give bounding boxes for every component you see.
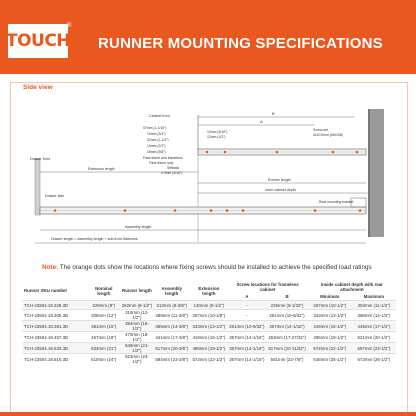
footer-bar — [0, 412, 416, 416]
table-row — [22, 301, 396, 310]
cell-sku: TCH-23504.19.457.3D — [24, 334, 69, 340]
table-row — [22, 321, 396, 332]
label-inner-cabinet-depth: Inner cabinet depth — [265, 188, 296, 192]
cell-screw-a: 357mm (14-1/16") — [229, 356, 265, 362]
header-nominal: Nominal length — [95, 285, 113, 296]
screw-dot — [210, 209, 213, 212]
screw-dot — [124, 209, 127, 212]
cell-minimum: 648mm (25-1/2") — [313, 356, 347, 362]
cell-maximum: 597mm (23-1/2") — [357, 345, 391, 351]
label-runner-length: Runner length — [268, 178, 291, 182]
table-row — [22, 332, 396, 343]
cell-minimum: 267mm (10-1/2") — [313, 302, 347, 308]
logo-text: TOUCH — [5, 31, 71, 51]
label-drawer-front: Drawer front — [30, 157, 50, 161]
section-label: Side view — [23, 84, 53, 91]
cell-assembly: 441mm (17-3/8") — [155, 334, 189, 340]
page-title: RUNNER MOUNTING SPECIFICATIONS — [98, 35, 383, 52]
header-maximum: Maximum — [363, 294, 385, 299]
label-dim-a: A — [260, 119, 263, 124]
cell-assembly: 289mm (11-3/8") — [155, 312, 188, 318]
label-rear-mounting-bracket: Rear mounting bracket — [319, 200, 354, 204]
cell-nominal: 533mm (21") — [91, 345, 117, 351]
cell-assembly: 594mm (23-3/8") — [155, 356, 189, 362]
cell-screw-b: 453mm (17-27/32") — [268, 334, 306, 340]
label-assembly-length: Assembly length — [125, 225, 152, 229]
cell-extension: 140mm (5-1/2") — [193, 302, 225, 308]
cell-maximum: 445mm (17-1/2") — [357, 323, 391, 329]
cell-minimum: 419mm (16-1/2") — [313, 323, 347, 329]
header-screw-a: A — [245, 294, 249, 299]
label-dim-b: B — [272, 111, 275, 116]
cell-screw-a: 261mm (10-9/32") — [229, 323, 265, 329]
header-inside-group: Inside cabinet depth with rear attachment — [320, 282, 383, 292]
cell-extension: 572mm (22-1/2") — [192, 356, 226, 362]
side-view-diagram — [15, 97, 405, 257]
cell-screw-b: 581mm (22-7/8") — [270, 356, 304, 362]
table-row — [22, 310, 396, 321]
note-label: Note: — [42, 264, 59, 271]
cabinet-wall-edge — [368, 109, 370, 237]
specifications-table — [22, 281, 396, 364]
label-cabinet-front: Cabinet front — [149, 114, 170, 118]
label-drawer-side: Drawer side — [45, 194, 65, 198]
cell-nominal: 305mm (12") — [91, 312, 117, 318]
cell-screw-a: 357mm (14-1/16") — [229, 345, 265, 351]
cell-extension: 495mm (19-1/2") — [192, 345, 226, 351]
cell-extension: 419mm (16-1/2") — [192, 334, 226, 340]
cell-sku: TCH-23504.19.381.3D — [24, 323, 69, 329]
cell-runner: 262mm (9-1/2") — [121, 302, 153, 308]
cell-nominal: 610mm (24") — [91, 356, 117, 362]
cell-maximum: 673mm (26-1/2") — [357, 356, 391, 362]
cell-screw-a: - — [246, 312, 248, 318]
header-banner — [0, 0, 416, 74]
cell-minimum: 343mm (13-1/2") — [313, 312, 347, 318]
brand-logo — [5, 24, 71, 58]
table-row — [22, 354, 396, 365]
cell-minimum: 572mm (22-1/2") — [313, 345, 347, 351]
label-d6: 10mm (3/16") — [207, 130, 228, 134]
cell-runner: 546mm (21-1/2") — [125, 343, 149, 354]
note-line — [42, 264, 372, 271]
registered-mark: ® — [67, 23, 72, 29]
cell-screw-a: 357mm (14-1/16") — [229, 334, 265, 340]
screw-dot — [226, 209, 229, 212]
cell-runner: 470mm (18-1/2") — [125, 332, 149, 343]
screw-dot — [332, 151, 335, 154]
cell-maximum: 292mm (11-1/2") — [357, 302, 391, 308]
header-extension: Extension length — [198, 285, 220, 296]
label-d4: 13mm (1/2") — [147, 144, 166, 148]
screw-dot — [54, 209, 57, 212]
header-minimum: Minimum — [320, 294, 340, 299]
note-text: The orange dots show the locations where fixing screws should be installed to achieve the specified load ratings — [59, 264, 372, 271]
label-screw-set: Screw set — [313, 128, 328, 132]
header-screw-group: Screw locations for frameless cabinet — [236, 282, 299, 292]
screw-dot — [206, 151, 209, 154]
screw-dot — [174, 209, 177, 212]
cell-assembly: 517mm (20-3/8") — [155, 345, 189, 351]
screw-dot — [359, 209, 362, 212]
header-sku: Runner SKU number — [24, 288, 68, 293]
cell-sku: TCH-23504.19.305.3D — [24, 312, 69, 318]
cell-screw-b: 261mm (10-9/32") — [269, 312, 305, 318]
label-extension-length: Extension length — [88, 167, 115, 171]
label-drawer-length-formula: Drawer length = assembly length + sub-front thickness — [51, 237, 138, 241]
label-face-frame-frameless: Face frame and frameless — [143, 156, 183, 160]
label-setback: Setback — [167, 166, 180, 170]
screw-dot — [242, 209, 245, 212]
cell-nominal: 229mm (9") — [92, 302, 116, 308]
screw-dot — [276, 151, 279, 154]
cell-screw-b: 517mm (20-11/32") — [268, 345, 306, 351]
header-assembly: Assembly length — [161, 285, 183, 296]
cell-screw-b: 229mm (9-1/32") — [270, 302, 304, 308]
cell-runner: 623mm (24-1/2") — [125, 354, 149, 365]
header-runner: Runner length — [122, 288, 152, 293]
cabinet-side-wall — [368, 109, 384, 237]
screw-dot — [224, 151, 227, 154]
label-d1: 57mm (1-1/16") — [143, 126, 167, 130]
cell-maximum: 368mm (14-1/2") — [357, 312, 391, 318]
cell-screw-a: - — [246, 302, 248, 308]
cell-nominal: 457mm (18") — [91, 334, 117, 340]
cell-sku: TCH-23504.19.229.3D — [24, 302, 69, 308]
screw-dot — [356, 151, 359, 154]
table-row — [22, 343, 396, 354]
cell-nominal: 381mm (15") — [91, 323, 117, 329]
cell-screw-b: 357mm (14-1/16") — [269, 323, 305, 329]
label-d5: 16mm (5/8") — [147, 150, 166, 154]
cell-maximum: 521mm (20-1/2") — [357, 334, 391, 340]
cell-extension: 343mm (13-1/2") — [192, 323, 226, 329]
label-setback-value: 4.3mm (3/16") — [161, 171, 183, 175]
cell-minimum: 495mm (19-1/2") — [313, 334, 347, 340]
label-d7: 12mm (1/2") — [207, 135, 226, 139]
cell-assembly: 365mm (14-3/8") — [155, 323, 189, 329]
header-screw-b: B — [285, 294, 289, 299]
cell-assembly: 213mm (8-3/8") — [156, 302, 187, 308]
label-face-frame-only: Face frame only — [149, 161, 174, 165]
cell-extension: 257mm (10-1/8") — [192, 312, 226, 318]
drawer-front-panel — [35, 159, 40, 215]
label-screw-set-detail: 4x10.5mm (#6X3/8) — [313, 133, 343, 137]
screw-dot — [314, 209, 317, 212]
label-d2: 19mm (3/4") — [147, 132, 166, 136]
cell-sku: TCH-23504.19.533.3D — [24, 345, 69, 351]
cell-runner: 394mm (15-1/2") — [125, 321, 149, 332]
cell-sku: TCH-23504.19.610.3D — [24, 356, 69, 362]
cell-runner: 318mm (12-1/2") — [125, 310, 149, 321]
label-d3: 32mm (1-1/4") — [147, 138, 169, 142]
